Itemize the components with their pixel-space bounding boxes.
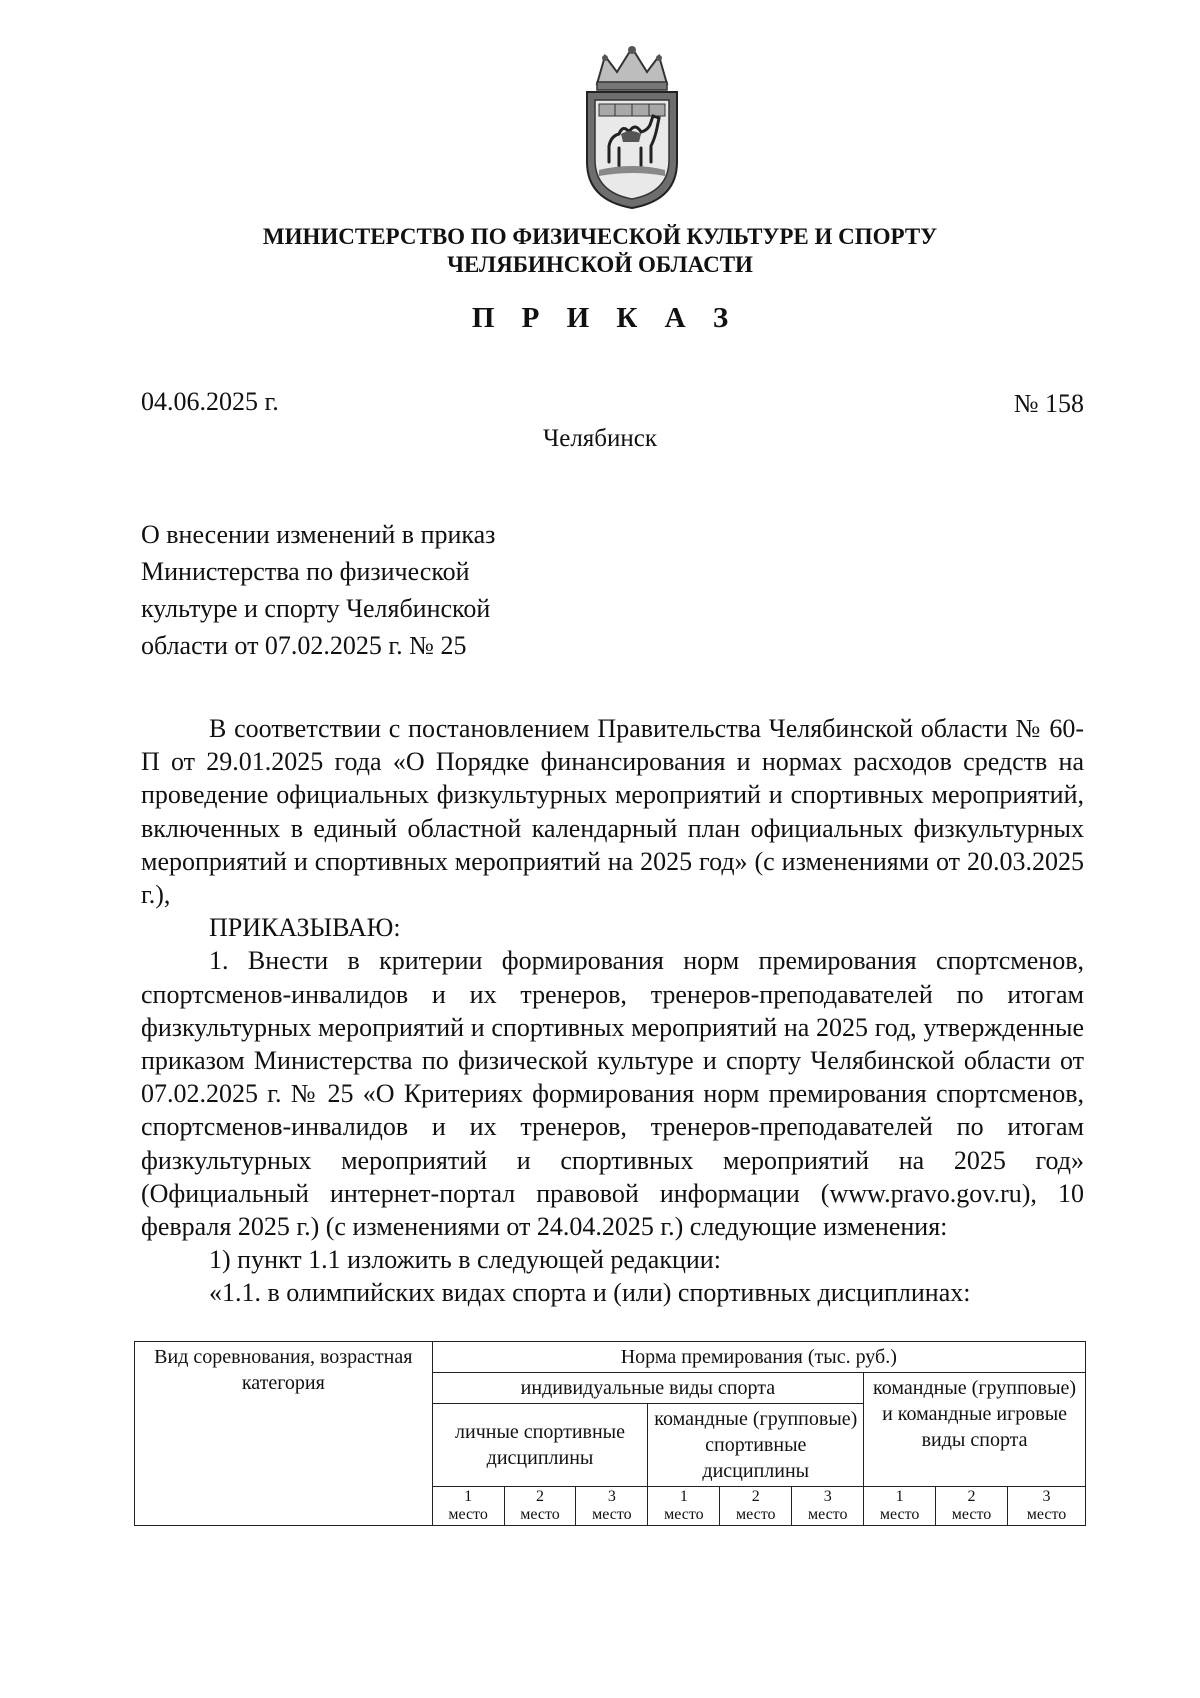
place-label: место bbox=[951, 1506, 992, 1523]
place-cell bbox=[1008, 1487, 1086, 1526]
place-cell bbox=[936, 1487, 1008, 1526]
place-number: 2 bbox=[536, 1488, 544, 1505]
place-cell bbox=[504, 1487, 576, 1526]
place-number: 3 bbox=[607, 1488, 616, 1505]
place-cell bbox=[864, 1487, 936, 1526]
place-label: место bbox=[1026, 1506, 1067, 1523]
place-label: место bbox=[807, 1506, 848, 1523]
order-word: ПРИКАЗЫВАЮ: bbox=[209, 913, 401, 943]
header-personal-disciplines: личные спортивные дисциплины bbox=[432, 1404, 648, 1487]
header-team-sports: командные (групповые) и командные игровые виды спорта bbox=[864, 1373, 1086, 1487]
document-type-title: П Р И К А З bbox=[471, 302, 739, 334]
subject-line: культуре и спорту Челябинской bbox=[141, 594, 491, 623]
place-label: место bbox=[879, 1506, 920, 1523]
ministry-name-line2: ЧЕЛЯБИНСКОЙ ОБЛАСТИ bbox=[447, 252, 753, 277]
header-individual-sports: индивидуальные виды спорта bbox=[432, 1373, 864, 1404]
place-cell bbox=[720, 1487, 792, 1526]
item-1-paragraph: 1. Внести в критерии формирования норм премирования спортсменов, спортсменов-инвалидов и их тренеров, тренеров-преподавателей по итогам физкультурных мероприятий и спортивных мероприятий на 2025 год, утвержденные приказом Министерства по физической культуре и спорту Челябинской области от 07.02.2025 г. № 25 «О Критериях формирования норм премирования спортсменов, спортсменов-инвалидов и их тренеров, тренеров-преподавателей по итогам физкультурных мероприятий и спортивных мероприятий на 2025 год» (Официальный интернет-портал правовой информации (www.pravo.gov.ru), 10 февраля 2025 г.) (с изменениями от 24.04.2025 г.) следующие изменения: bbox=[141, 946, 1084, 1242]
place-label: место bbox=[520, 1506, 560, 1523]
bonus-norms-table bbox=[134, 1341, 1086, 1526]
subitem-1-1-paragraph: «1.1. в олимпийских видах спорта и (или) спортивных дисциплинах: bbox=[209, 1278, 971, 1308]
subitem-1-paragraph: 1) пункт 1.1 изложить в следующей редакции: bbox=[209, 1245, 721, 1275]
order-city: Челябинск bbox=[542, 425, 658, 452]
ministry-name-line1: МИНИСТЕРСТВО ПО ФИЗИЧЕСКОЙ КУЛЬТУРЕ И СПОРТУ bbox=[262, 224, 938, 249]
place-cell bbox=[648, 1487, 720, 1526]
subject-line: Министерства по физической bbox=[141, 557, 470, 586]
order-date: 04.06.2025 г. bbox=[141, 387, 279, 416]
place-cell bbox=[432, 1487, 504, 1526]
place-number: 3 bbox=[823, 1488, 832, 1505]
place-number: 1 bbox=[679, 1488, 688, 1505]
place-number: 2 bbox=[967, 1488, 976, 1505]
header-team-disciplines: командные (групповые) спортивные дисциплины bbox=[648, 1404, 864, 1487]
place-number: 1 bbox=[464, 1488, 473, 1505]
header-competition-type: Вид соревнования, возрастная категория bbox=[135, 1342, 433, 1526]
order-body bbox=[141, 712, 1084, 1310]
preamble-paragraph: В соответствии с постановлением Правительства Челябинской области № 60-П от 29.01.2025 года «О Порядке финансирования и нормах расходов средств на проведение официальных физкультурных мероприятий и спортивных мероприятий, включенных в единый областной календарный план официальных физкультурных мероприятий и спортивных мероприятий на 2025 год» (с изменениями от 20.03.2025 г.), bbox=[141, 714, 1084, 910]
header-bonus-norm: Норма премирования (тыс. руб.) bbox=[432, 1342, 1085, 1373]
order-number: № 158 bbox=[1013, 389, 1084, 418]
subject-line: О внесении изменений в приказ bbox=[141, 520, 496, 549]
subject-line: области от 07.02.2025 г. № 25 bbox=[141, 631, 467, 660]
place-number: 3 bbox=[1042, 1488, 1051, 1505]
place-number: 1 bbox=[895, 1488, 904, 1505]
chelyabinsk-coat-of-arms-icon bbox=[579, 42, 685, 210]
place-label: место bbox=[448, 1506, 488, 1523]
place-label: место bbox=[592, 1506, 632, 1523]
order-subject bbox=[141, 516, 561, 664]
place-cell bbox=[576, 1487, 648, 1526]
place-number: 2 bbox=[751, 1488, 760, 1505]
place-label: место bbox=[736, 1506, 776, 1523]
place-cell bbox=[792, 1487, 864, 1526]
place-label: место bbox=[664, 1506, 704, 1523]
